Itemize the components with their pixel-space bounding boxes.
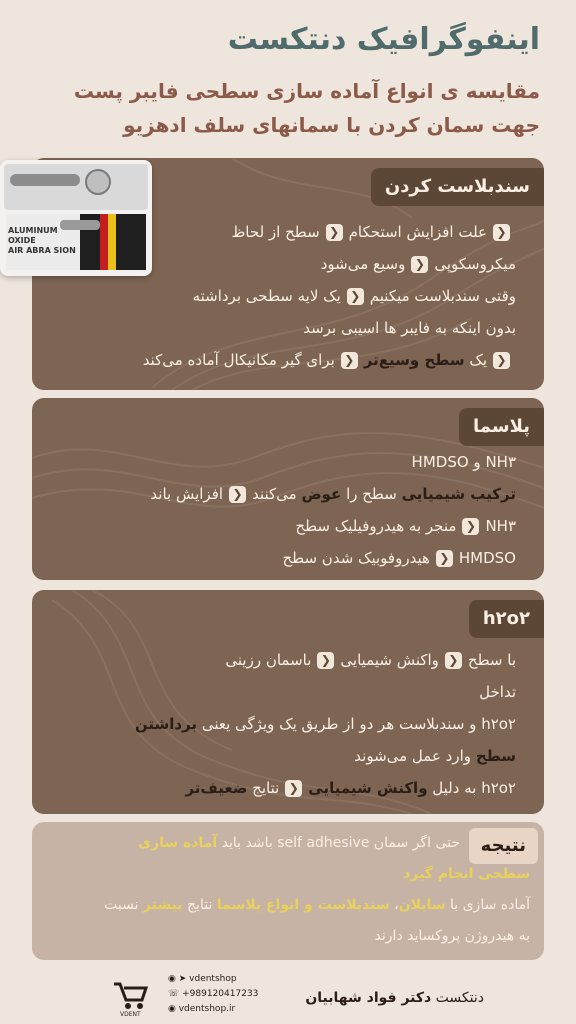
result-highlight: آماده سازی — [138, 835, 218, 851]
h2o2-bold: واکنش شیمیایی — [308, 779, 428, 797]
sandblast-text: میکروسکوپی — [434, 255, 516, 273]
subtitle-line-2: جهت سمان کردن با سمانهای سلف ادهزیو — [123, 113, 540, 137]
chevron-left-icon: ❮ — [411, 256, 428, 273]
chevron-left-icon: ❮ — [341, 352, 358, 369]
sandblast-text: علت افزایش استحکام — [348, 223, 487, 241]
globe-icon: ◉ — [168, 1004, 176, 1014]
plasma-line-3 — [60, 510, 516, 542]
result-line-3 — [46, 890, 530, 921]
result-tag: نتیجه — [469, 828, 538, 864]
plasma-text: می‌کنند — [252, 485, 297, 503]
h2o2-card — [32, 590, 544, 814]
logo-text: VDENT — [120, 1011, 141, 1018]
instagram-handle: vdentshop — [189, 974, 237, 984]
signature-name: دکتر فواد شهابیان — [305, 990, 432, 1006]
sandblast-bold: سطح وسیع‌تر — [363, 351, 465, 369]
plasma-line-4 — [60, 542, 516, 574]
result-highlight: سندبلاست و انواع پلاسما — [216, 897, 390, 913]
chevron-left-icon: ❮ — [493, 352, 510, 369]
sandblast-line-3 — [60, 280, 516, 312]
instagram-contact[interactable] — [168, 972, 258, 987]
result-highlight: بیشتر — [142, 897, 183, 913]
h2o2-line-1 — [60, 644, 516, 676]
h2o2-text: نتایج — [252, 779, 280, 797]
chevron-left-icon: ❮ — [347, 288, 364, 305]
subtitle-line-1: مقایسه ی انواع آماده سازی سطحی فایبر پست — [73, 79, 540, 103]
result-text: نتایج — [187, 897, 213, 913]
result-text: آماده سازی با — [449, 897, 530, 913]
plasma-line-1: NH۳ و HMDSO — [411, 453, 516, 471]
telegram-icon: ➤ — [178, 974, 187, 984]
sandblast-text: وقتی سندبلاست میکنیم — [369, 287, 516, 305]
result-line-2 — [46, 859, 530, 890]
signature-prefix: دنتکست — [435, 990, 484, 1006]
plasma-text: سطح را — [346, 485, 397, 503]
h2o2-bold: سطح — [475, 747, 516, 765]
result-line-4: به هیدروژن پروکساید دارند — [374, 928, 530, 944]
chevron-left-icon: ❮ — [462, 518, 479, 535]
website-contact[interactable] — [168, 1002, 258, 1017]
plasma-text: هیدروفوبیک شدن سطح — [282, 549, 430, 567]
h2o2-bold: ضعیف‌تر — [185, 779, 248, 797]
chevron-left-icon: ❮ — [445, 652, 462, 669]
phone-icon: ☏ — [168, 989, 180, 999]
result-text: نسبت — [104, 897, 139, 913]
h2o2-text: h۲o۲ و سندبلاست هر دو از طریق یک ویژگی یعنی — [201, 715, 516, 733]
result-highlight: سایلان — [398, 897, 446, 913]
plasma-line-2 — [60, 478, 516, 510]
page-subtitle — [20, 74, 540, 142]
sandblaster-illustration — [0, 160, 152, 276]
plasma-tag: پلاسما — [459, 408, 544, 446]
product-label-2: OXIDE — [8, 236, 36, 245]
chevron-left-icon: ❮ — [229, 486, 246, 503]
h2o2-text: واکنش شیمیایی — [340, 651, 439, 669]
plasma-bold: ترکیب شیمیایی — [401, 485, 516, 503]
chevron-left-icon: ❮ — [317, 652, 334, 669]
h2o2-line-4 — [60, 740, 516, 772]
sandblast-text: یک لایه سطحی برداشته — [192, 287, 341, 305]
result-text: حتی اگر سمان self adhesive باشد باید — [221, 835, 460, 851]
website-url: vdentshop.ir — [178, 1004, 236, 1014]
page-title: اینفوگرافیک دنتکست — [227, 22, 540, 57]
result-text: ، — [394, 897, 399, 913]
signature — [305, 990, 484, 1006]
h2o2-text: با سطح — [467, 651, 516, 669]
phone-number: +989120417233 — [182, 989, 259, 999]
contact-info — [168, 972, 258, 1017]
h2o2-line-2: تداخل — [479, 683, 516, 701]
footer — [0, 968, 576, 1024]
h2o2-text: h۲o۲ به دلیل — [432, 779, 516, 797]
sandblast-text: یک — [469, 351, 487, 369]
chevron-left-icon: ❮ — [493, 224, 510, 241]
h2o2-text: باسمان رزینی — [225, 651, 312, 669]
chevron-left-icon: ❮ — [436, 550, 453, 567]
instagram-icon: ◉ — [168, 974, 176, 984]
result-highlight: سطحی انجام گیرد — [403, 866, 530, 882]
plasma-body — [60, 446, 516, 574]
h2o2-tag: h۲o۲ — [469, 600, 544, 638]
plasma-text: افزایش باند — [150, 485, 224, 503]
sandblast-text: برای گیر مکانیکال آماده می‌کند — [142, 351, 335, 369]
sandblast-tag: سندبلاست کردن — [371, 168, 544, 206]
phone-contact[interactable] — [168, 987, 258, 1002]
plasma-card — [32, 398, 544, 580]
product-label-1: ALUMINUM — [8, 226, 58, 235]
vdent-logo — [108, 978, 152, 1018]
sandblast-text: سطح از لحاظ — [231, 223, 320, 241]
plasma-text: NH۳ — [485, 517, 516, 535]
h2o2-line-5 — [60, 772, 516, 804]
sandblast-text: وسیع می‌شود — [320, 255, 406, 273]
product-label-3: AIR ABRA SION — [8, 246, 76, 255]
air-abrasion-product-image — [0, 160, 152, 276]
h2o2-line-3 — [60, 708, 516, 740]
result-line-1 — [46, 828, 460, 859]
h2o2-body — [60, 644, 516, 804]
result-card — [32, 822, 544, 960]
plasma-text: HMDSO — [458, 549, 516, 567]
plasma-text: منجر به هیدروفیلیک سطح — [295, 517, 457, 535]
chevron-left-icon: ❮ — [285, 780, 302, 797]
sandblast-line-5 — [60, 344, 516, 376]
plasma-bold: عوض — [301, 485, 342, 503]
sandblast-line-4: بدون اینکه به فایبر ها اسیبی برسد — [303, 319, 516, 337]
h2o2-bold: برداشتن — [134, 715, 198, 733]
chevron-left-icon: ❮ — [326, 224, 343, 241]
h2o2-text: وارد عمل می‌شوند — [354, 747, 472, 765]
